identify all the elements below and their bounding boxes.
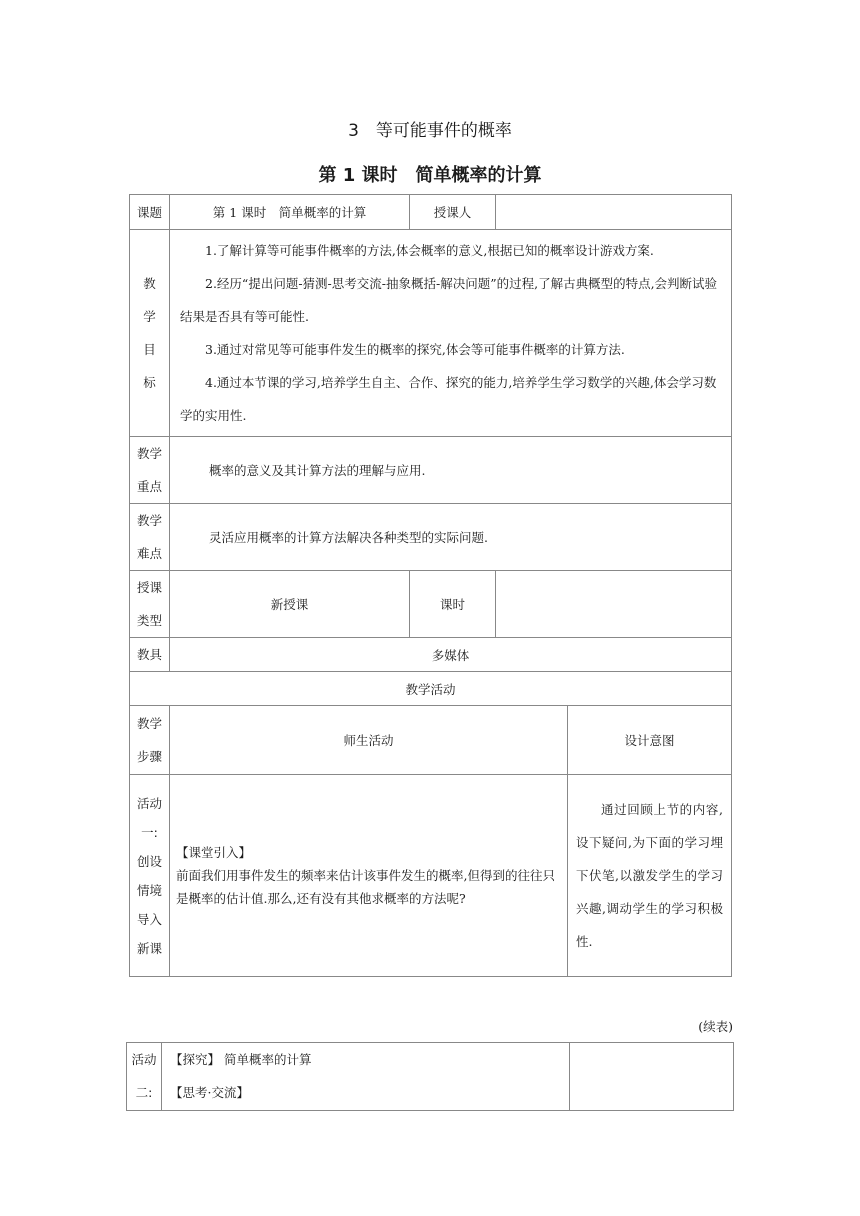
teacher-label: 授课人 bbox=[410, 195, 496, 230]
difficulty-label: 教学 难点 bbox=[130, 504, 170, 571]
activities-header: 教学活动 bbox=[130, 672, 732, 706]
tools: 多媒体 bbox=[170, 638, 732, 672]
design-intent-header: 设计意图 bbox=[568, 706, 732, 775]
objectives-list bbox=[170, 230, 732, 437]
topic-value: 第 1 课时 简单概率的计算 bbox=[170, 195, 410, 230]
lesson-type-label: 授课 类型 bbox=[130, 571, 170, 638]
key-points-label: 教学 重点 bbox=[130, 437, 170, 504]
activity2-content bbox=[162, 1043, 570, 1111]
topic-label: 课题 bbox=[130, 195, 170, 230]
teacher-value bbox=[496, 195, 732, 230]
objectives-label: 教 学 目 标 bbox=[130, 230, 170, 437]
objective-item: 4.通过本节课的学习,培养学生自主、合作、探究的能力,培养学生学习数学的兴趣,体会学习数学的实用性. bbox=[180, 375, 717, 423]
objective-item: 2.经历“提出问题-猜测-思考交流-抽象概括-解决问题”的过程,了解古典概型的特点,会判断试验结果是否具有等可能性. bbox=[180, 276, 718, 324]
activity1-intent: 通过回顾上节的内容,设下疑问,为下面的学习埋下伏笔,以激发学生的学习兴趣,调动学生的学习积极性. bbox=[568, 775, 732, 977]
teacher-student-header: 师生活动 bbox=[170, 706, 568, 775]
steps-label: 教学 步骤 bbox=[130, 706, 170, 775]
class-hours-label: 课时 bbox=[410, 571, 496, 638]
activity1-content bbox=[170, 775, 568, 977]
section-title: 第 1 课时 简单概率的计算 bbox=[318, 165, 542, 186]
lesson-title: 3 等可能事件的概率 bbox=[348, 121, 512, 141]
activity2-label: 活动 二: bbox=[127, 1043, 162, 1111]
continued-table bbox=[126, 1042, 734, 1111]
activity1-heading: 【课堂引入】 bbox=[176, 845, 252, 860]
objective-item: 3.通过对常见等可能事件发生的概率的探究,体会等可能事件概率的计算方法. bbox=[205, 342, 625, 357]
lesson-plan-table bbox=[129, 194, 732, 977]
activity1-label: 活动 一: 创设 情境 导入 新课 bbox=[130, 775, 170, 977]
continued-label: (续表) bbox=[698, 1019, 733, 1034]
activity1-text: 前面我们用事件发生的频率来估计该事件发生的概率,但得到的往往只是概率的估计值.那么,还有没有其他求概率的方法呢? bbox=[176, 868, 555, 906]
key-points: 概率的意义及其计算方法的理解与应用. bbox=[170, 437, 732, 504]
class-hours-value bbox=[496, 571, 732, 638]
tools-label: 教具 bbox=[130, 638, 170, 672]
lesson-type: 新授课 bbox=[170, 571, 410, 638]
objective-item: 1.了解计算等可能事件概率的方法,体会概率的意义,根据已知的概率设计游戏方案. bbox=[205, 243, 654, 258]
activity2-line: 【思考·交流】 bbox=[170, 1085, 249, 1100]
activity2-line: 【探究】 简单概率的计算 bbox=[170, 1052, 312, 1067]
difficulty: 灵活应用概率的计算方法解决各种类型的实际问题. bbox=[170, 504, 732, 571]
activity2-intent bbox=[570, 1043, 734, 1111]
